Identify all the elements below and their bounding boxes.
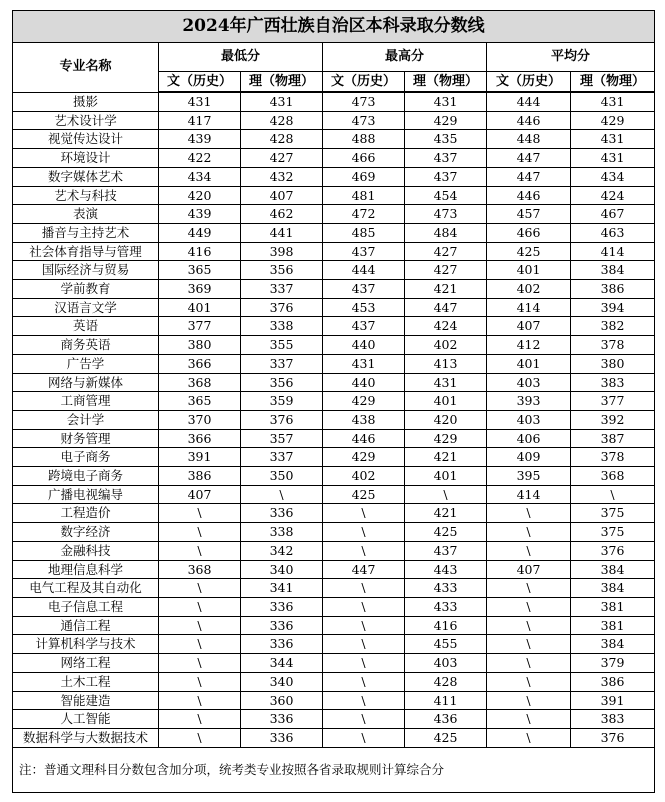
table-row xyxy=(13,504,655,523)
max-wen-cell: \ xyxy=(323,635,405,654)
table-body xyxy=(13,92,655,747)
max-wen-cell: 429 xyxy=(323,448,405,467)
max-li-cell: 421 xyxy=(405,504,487,523)
min-li-cell: 337 xyxy=(241,280,323,299)
major-name-cell: 数据科学与大数据技术 xyxy=(13,728,159,747)
table-row xyxy=(13,410,655,429)
major-name-cell: 电子信息工程 xyxy=(13,597,159,616)
avg-wen-cell: 446 xyxy=(487,111,571,130)
max-wen-cell: \ xyxy=(323,728,405,747)
max-wen-cell: \ xyxy=(323,541,405,560)
max-li-cell: 437 xyxy=(405,167,487,186)
table-row xyxy=(13,710,655,729)
avg-li-cell: 381 xyxy=(571,616,655,635)
major-name-cell: 广播电视编导 xyxy=(13,485,159,504)
max-wen-cell: 481 xyxy=(323,186,405,205)
avg-li-cell: 384 xyxy=(571,560,655,579)
avg-wen-cell: 402 xyxy=(487,280,571,299)
avg-li-cell: 376 xyxy=(571,541,655,560)
sheet-title: 2024年广西壮族自治区本科录取分数线 xyxy=(13,11,655,43)
table-row xyxy=(13,149,655,168)
avg-wen-cell: \ xyxy=(487,579,571,598)
avg-li-cell: 394 xyxy=(571,298,655,317)
table-row xyxy=(13,298,655,317)
min-wen-cell: 380 xyxy=(159,336,241,355)
min-wen-cell: 370 xyxy=(159,410,241,429)
major-name-cell: 商务英语 xyxy=(13,336,159,355)
major-name-cell: 广告学 xyxy=(13,354,159,373)
min-li-cell: 340 xyxy=(241,560,323,579)
max-wen-cell: \ xyxy=(323,504,405,523)
avg-li-cell: 391 xyxy=(571,691,655,710)
avg-wen-cell: 457 xyxy=(487,205,571,224)
table-row xyxy=(13,186,655,205)
min-wen-cell: 369 xyxy=(159,280,241,299)
min-li-cell: 338 xyxy=(241,317,323,336)
min-li-cell: 337 xyxy=(241,354,323,373)
avg-wen-cell: 409 xyxy=(487,448,571,467)
table-row xyxy=(13,597,655,616)
min-wen-cell: 416 xyxy=(159,242,241,261)
min-wen-cell: \ xyxy=(159,672,241,691)
major-name-cell: 网络与新媒体 xyxy=(13,373,159,392)
table-row xyxy=(13,429,655,448)
max-li-cell: 433 xyxy=(405,579,487,598)
min-wen-cell: 366 xyxy=(159,354,241,373)
max-li-cell: 473 xyxy=(405,205,487,224)
min-li-cell: 336 xyxy=(241,635,323,654)
avg-li-cell: 386 xyxy=(571,280,655,299)
max-wen-cell: 473 xyxy=(323,111,405,130)
major-name-cell: 会计学 xyxy=(13,410,159,429)
max-li-cell: 428 xyxy=(405,672,487,691)
avg-li-cell: 380 xyxy=(571,354,655,373)
table-row xyxy=(13,635,655,654)
avg-li-cell: 467 xyxy=(571,205,655,224)
min-li-cell: 376 xyxy=(241,410,323,429)
min-score-header: 最低分 xyxy=(159,43,323,72)
table-row xyxy=(13,205,655,224)
avg-wen-cell: 447 xyxy=(487,149,571,168)
max-wen-cell: 469 xyxy=(323,167,405,186)
avg-wen-cell: 412 xyxy=(487,336,571,355)
major-name-cell: 艺术设计学 xyxy=(13,111,159,130)
max-li-cell: 437 xyxy=(405,541,487,560)
major-name-cell: 数字媒体艺术 xyxy=(13,167,159,186)
major-name-cell: 环境设计 xyxy=(13,149,159,168)
avg-li-cell: \ xyxy=(571,485,655,504)
min-wen-cell: \ xyxy=(159,616,241,635)
max-li-cell: 431 xyxy=(405,373,487,392)
min-li-cell: 356 xyxy=(241,373,323,392)
min-wen-cell: 431 xyxy=(159,92,241,111)
max-li-cell: 420 xyxy=(405,410,487,429)
max-li-cell: 401 xyxy=(405,392,487,411)
min-li-cell: 342 xyxy=(241,541,323,560)
avg-li-cell: 383 xyxy=(571,373,655,392)
max-wen-cell: 437 xyxy=(323,242,405,261)
major-name-cell: 跨境电子商务 xyxy=(13,467,159,486)
min-li-cell: 427 xyxy=(241,149,323,168)
max-wen-cell: 473 xyxy=(323,92,405,111)
max-wen-cell: 446 xyxy=(323,429,405,448)
min-wen-cell: 439 xyxy=(159,130,241,149)
score-table xyxy=(12,10,655,793)
max-wen-cell: \ xyxy=(323,654,405,673)
avg-wen-cell: 444 xyxy=(487,92,571,111)
max-wen-cell: \ xyxy=(323,710,405,729)
table-row xyxy=(13,336,655,355)
max-li-cell: 401 xyxy=(405,467,487,486)
avg-wen-cell: 407 xyxy=(487,317,571,336)
max-wen-cell: 485 xyxy=(323,223,405,242)
avg-li-cell: 384 xyxy=(571,261,655,280)
major-name-cell: 土木工程 xyxy=(13,672,159,691)
avg-li-cell: 384 xyxy=(571,579,655,598)
min-li-cell: 359 xyxy=(241,392,323,411)
table-row xyxy=(13,261,655,280)
avg-wen-cell: \ xyxy=(487,597,571,616)
avg-wen-cell: \ xyxy=(487,728,571,747)
avg-wen-cell: 425 xyxy=(487,242,571,261)
score-sheet xyxy=(12,10,654,793)
major-name-cell: 地理信息科学 xyxy=(13,560,159,579)
avg-wen-cell: 393 xyxy=(487,392,571,411)
max-wen-cell: 440 xyxy=(323,336,405,355)
min-wen-cell: \ xyxy=(159,654,241,673)
table-row xyxy=(13,560,655,579)
min-li-cell: 428 xyxy=(241,111,323,130)
major-name-cell: 金融科技 xyxy=(13,541,159,560)
min-li-cell: 340 xyxy=(241,672,323,691)
max-li-cell: 484 xyxy=(405,223,487,242)
max-wen-cell: 440 xyxy=(323,373,405,392)
avg-li-cell: 378 xyxy=(571,448,655,467)
table-row xyxy=(13,280,655,299)
min-li-cell: 360 xyxy=(241,691,323,710)
table-row xyxy=(13,579,655,598)
avg-wen-cell: 401 xyxy=(487,261,571,280)
avg-wen-cell: 466 xyxy=(487,223,571,242)
min-wen-cell: \ xyxy=(159,523,241,542)
max-wen-cell: 447 xyxy=(323,560,405,579)
min-wen-cell: 449 xyxy=(159,223,241,242)
min-wen-cell: \ xyxy=(159,541,241,560)
table-row xyxy=(13,691,655,710)
major-name-cell: 计算机科学与技术 xyxy=(13,635,159,654)
min-li-cell: 336 xyxy=(241,504,323,523)
avg-wen-cell: \ xyxy=(487,710,571,729)
avg-li-cell: 429 xyxy=(571,111,655,130)
max-wen-cell: \ xyxy=(323,597,405,616)
avg-wen-cell: 395 xyxy=(487,467,571,486)
major-name-cell: 汉语言文学 xyxy=(13,298,159,317)
min-li-cell: 432 xyxy=(241,167,323,186)
avg-li-cell: 463 xyxy=(571,223,655,242)
min-wen-cell: 366 xyxy=(159,429,241,448)
max-wen-cell: \ xyxy=(323,523,405,542)
major-name-cell: 财务管理 xyxy=(13,429,159,448)
avg-li-cell: 387 xyxy=(571,429,655,448)
min-li-cell: 336 xyxy=(241,616,323,635)
min-li-cell: 357 xyxy=(241,429,323,448)
avg-wen-cell: 414 xyxy=(487,485,571,504)
min-wen-cell: \ xyxy=(159,579,241,598)
avg-li-cell: 414 xyxy=(571,242,655,261)
min-li-cell: 336 xyxy=(241,597,323,616)
max-li-cell: 429 xyxy=(405,429,487,448)
max-wen-cell: 466 xyxy=(323,149,405,168)
min-wen-cell: \ xyxy=(159,728,241,747)
max-wen-cell: \ xyxy=(323,579,405,598)
max-li-cell: 454 xyxy=(405,186,487,205)
min-wen-cell: 368 xyxy=(159,560,241,579)
min-li-cell: 337 xyxy=(241,448,323,467)
major-name-cell: 英语 xyxy=(13,317,159,336)
avg-li-header: 理（物理） xyxy=(571,72,655,93)
avg-wen-cell: 407 xyxy=(487,560,571,579)
min-li-cell: 355 xyxy=(241,336,323,355)
max-wen-cell: \ xyxy=(323,616,405,635)
major-name-cell: 数字经济 xyxy=(13,523,159,542)
min-li-cell: 441 xyxy=(241,223,323,242)
avg-wen-cell: 401 xyxy=(487,354,571,373)
table-row xyxy=(13,317,655,336)
max-li-cell: 447 xyxy=(405,298,487,317)
avg-wen-cell: 406 xyxy=(487,429,571,448)
max-wen-cell: 437 xyxy=(323,280,405,299)
table-row xyxy=(13,728,655,747)
min-wen-cell: \ xyxy=(159,597,241,616)
major-name-cell: 电气工程及其自动化 xyxy=(13,579,159,598)
max-li-cell: \ xyxy=(405,485,487,504)
avg-li-cell: 376 xyxy=(571,728,655,747)
avg-li-cell: 378 xyxy=(571,336,655,355)
major-name-cell: 视觉传达设计 xyxy=(13,130,159,149)
table-row xyxy=(13,392,655,411)
avg-li-cell: 384 xyxy=(571,635,655,654)
avg-wen-cell: \ xyxy=(487,654,571,673)
max-wen-cell: 444 xyxy=(323,261,405,280)
max-wen-header: 文（历史） xyxy=(323,72,405,93)
avg-li-cell: 424 xyxy=(571,186,655,205)
avg-wen-cell: \ xyxy=(487,523,571,542)
max-score-header: 最高分 xyxy=(323,43,487,72)
max-li-cell: 429 xyxy=(405,111,487,130)
min-li-cell: \ xyxy=(241,485,323,504)
table-row xyxy=(13,541,655,560)
major-name-cell: 工商管理 xyxy=(13,392,159,411)
min-li-cell: 336 xyxy=(241,710,323,729)
major-name-cell: 人工智能 xyxy=(13,710,159,729)
min-wen-cell: 401 xyxy=(159,298,241,317)
max-li-cell: 437 xyxy=(405,149,487,168)
major-name-header: 专业名称 xyxy=(13,43,159,93)
table-row xyxy=(13,223,655,242)
avg-wen-cell: 447 xyxy=(487,167,571,186)
min-wen-cell: 377 xyxy=(159,317,241,336)
max-wen-cell: 453 xyxy=(323,298,405,317)
max-wen-cell: 488 xyxy=(323,130,405,149)
table-row xyxy=(13,467,655,486)
table-row xyxy=(13,485,655,504)
avg-wen-header: 文（历史） xyxy=(487,72,571,93)
avg-li-cell: 377 xyxy=(571,392,655,411)
max-wen-cell: 438 xyxy=(323,410,405,429)
footnote: 注：普通文理科目分数包含加分项，统考类专业按照各省录取规则计算综合分 xyxy=(13,747,655,792)
avg-wen-cell: 403 xyxy=(487,410,571,429)
max-li-cell: 421 xyxy=(405,280,487,299)
min-wen-cell: \ xyxy=(159,504,241,523)
min-li-cell: 376 xyxy=(241,298,323,317)
max-li-cell: 425 xyxy=(405,728,487,747)
max-li-cell: 427 xyxy=(405,261,487,280)
min-li-cell: 428 xyxy=(241,130,323,149)
avg-wen-cell: \ xyxy=(487,504,571,523)
table-row xyxy=(13,167,655,186)
min-li-cell: 344 xyxy=(241,654,323,673)
max-wen-cell: 437 xyxy=(323,317,405,336)
major-name-cell: 网络工程 xyxy=(13,654,159,673)
max-li-header: 理（物理） xyxy=(405,72,487,93)
table-row xyxy=(13,354,655,373)
max-li-cell: 424 xyxy=(405,317,487,336)
max-li-cell: 403 xyxy=(405,654,487,673)
min-li-cell: 356 xyxy=(241,261,323,280)
min-li-cell: 350 xyxy=(241,467,323,486)
table-row xyxy=(13,672,655,691)
max-wen-cell: 429 xyxy=(323,392,405,411)
avg-score-header: 平均分 xyxy=(487,43,655,72)
table-row xyxy=(13,523,655,542)
min-wen-cell: 391 xyxy=(159,448,241,467)
avg-li-cell: 434 xyxy=(571,167,655,186)
min-li-cell: 338 xyxy=(241,523,323,542)
min-wen-cell: 365 xyxy=(159,392,241,411)
min-wen-header: 文（历史） xyxy=(159,72,241,93)
avg-li-cell: 382 xyxy=(571,317,655,336)
min-wen-cell: 386 xyxy=(159,467,241,486)
max-wen-cell: 472 xyxy=(323,205,405,224)
max-li-cell: 425 xyxy=(405,523,487,542)
major-name-cell: 电子商务 xyxy=(13,448,159,467)
min-li-cell: 407 xyxy=(241,186,323,205)
max-wen-cell: 402 xyxy=(323,467,405,486)
min-li-cell: 336 xyxy=(241,728,323,747)
min-wen-cell: 368 xyxy=(159,373,241,392)
avg-li-cell: 368 xyxy=(571,467,655,486)
min-wen-cell: 422 xyxy=(159,149,241,168)
max-li-cell: 413 xyxy=(405,354,487,373)
max-wen-cell: 431 xyxy=(323,354,405,373)
table-row xyxy=(13,654,655,673)
avg-li-cell: 379 xyxy=(571,654,655,673)
avg-wen-cell: \ xyxy=(487,691,571,710)
min-wen-cell: 365 xyxy=(159,261,241,280)
avg-li-cell: 431 xyxy=(571,130,655,149)
min-wen-cell: \ xyxy=(159,691,241,710)
max-li-cell: 443 xyxy=(405,560,487,579)
major-name-cell: 摄影 xyxy=(13,92,159,111)
max-li-cell: 431 xyxy=(405,92,487,111)
max-li-cell: 402 xyxy=(405,336,487,355)
avg-li-cell: 375 xyxy=(571,504,655,523)
major-name-cell: 表演 xyxy=(13,205,159,224)
avg-li-cell: 431 xyxy=(571,149,655,168)
avg-wen-cell: \ xyxy=(487,672,571,691)
avg-wen-cell: 403 xyxy=(487,373,571,392)
major-name-cell: 国际经济与贸易 xyxy=(13,261,159,280)
avg-li-cell: 392 xyxy=(571,410,655,429)
table-row xyxy=(13,92,655,111)
max-wen-cell: \ xyxy=(323,672,405,691)
avg-wen-cell: \ xyxy=(487,616,571,635)
avg-wen-cell: \ xyxy=(487,541,571,560)
min-wen-cell: 434 xyxy=(159,167,241,186)
major-name-cell: 通信工程 xyxy=(13,616,159,635)
max-li-cell: 411 xyxy=(405,691,487,710)
min-li-cell: 398 xyxy=(241,242,323,261)
avg-li-cell: 375 xyxy=(571,523,655,542)
min-li-cell: 341 xyxy=(241,579,323,598)
max-li-cell: 421 xyxy=(405,448,487,467)
min-li-header: 理（物理） xyxy=(241,72,323,93)
major-name-cell: 智能建造 xyxy=(13,691,159,710)
max-wen-cell: 425 xyxy=(323,485,405,504)
min-wen-cell: 420 xyxy=(159,186,241,205)
table-row xyxy=(13,616,655,635)
avg-wen-cell: 414 xyxy=(487,298,571,317)
max-li-cell: 433 xyxy=(405,597,487,616)
min-wen-cell: \ xyxy=(159,635,241,654)
min-li-cell: 462 xyxy=(241,205,323,224)
max-li-cell: 427 xyxy=(405,242,487,261)
major-name-cell: 艺术与科技 xyxy=(13,186,159,205)
min-li-cell: 431 xyxy=(241,92,323,111)
table-row xyxy=(13,130,655,149)
avg-wen-cell: 446 xyxy=(487,186,571,205)
max-li-cell: 436 xyxy=(405,710,487,729)
major-name-cell: 社会体育指导与管理 xyxy=(13,242,159,261)
table-row xyxy=(13,111,655,130)
table-row xyxy=(13,448,655,467)
min-wen-cell: 439 xyxy=(159,205,241,224)
table-row xyxy=(13,242,655,261)
avg-li-cell: 381 xyxy=(571,597,655,616)
avg-wen-cell: 448 xyxy=(487,130,571,149)
max-wen-cell: \ xyxy=(323,691,405,710)
max-li-cell: 455 xyxy=(405,635,487,654)
min-wen-cell: 407 xyxy=(159,485,241,504)
max-li-cell: 416 xyxy=(405,616,487,635)
min-wen-cell: \ xyxy=(159,710,241,729)
min-wen-cell: 417 xyxy=(159,111,241,130)
avg-wen-cell: \ xyxy=(487,635,571,654)
major-name-cell: 播音与主持艺术 xyxy=(13,223,159,242)
major-name-cell: 学前教育 xyxy=(13,280,159,299)
avg-li-cell: 431 xyxy=(571,92,655,111)
max-li-cell: 435 xyxy=(405,130,487,149)
avg-li-cell: 383 xyxy=(571,710,655,729)
major-name-cell: 工程造价 xyxy=(13,504,159,523)
table-row xyxy=(13,373,655,392)
avg-li-cell: 386 xyxy=(571,672,655,691)
